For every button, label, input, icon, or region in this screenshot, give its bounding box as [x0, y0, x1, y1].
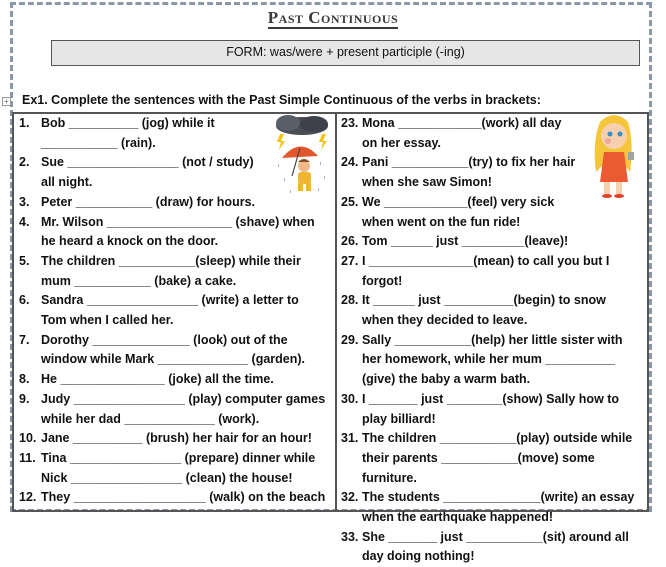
item-number: 24.	[341, 155, 359, 170]
item-text: their parents ___________(move) some	[362, 450, 595, 465]
item-text: Sandra ________________ (write) a letter to	[41, 293, 299, 308]
item-text: all night.	[41, 175, 93, 190]
item-text: I _______________(mean) to call you but I	[362, 253, 610, 268]
exercise-item-continued	[341, 311, 641, 331]
item-text: on her essay.	[362, 135, 441, 150]
item-number	[341, 547, 362, 567]
item-number: 33.	[341, 529, 359, 544]
item-text: I _______ just ________(show) Sally how to	[362, 391, 620, 406]
exercise-item-continued	[341, 469, 641, 489]
exercise-item	[19, 370, 329, 390]
item-text: The students ______________(write) an essay	[362, 490, 635, 505]
item-text: Nick ________________ (clean) the house!	[41, 470, 293, 485]
item-number	[341, 508, 362, 528]
item-number	[19, 410, 41, 430]
item-text: It ______ just __________(begin) to snow	[362, 293, 606, 308]
item-number: 29.	[341, 332, 359, 347]
item-number	[341, 272, 362, 292]
item-number	[341, 213, 362, 233]
item-number	[341, 173, 362, 193]
item-number: 1.	[19, 116, 30, 130]
item-text: when they decided to leave.	[362, 313, 528, 328]
item-text: The children ___________(play) outside while	[362, 431, 633, 446]
boy-in-rain-image	[270, 114, 334, 198]
item-number	[19, 272, 41, 292]
exercise-item-continued	[19, 232, 329, 252]
item-text: He _______________ (joke) all the time.	[41, 372, 274, 387]
exercise-item	[341, 390, 641, 410]
exercise-item	[19, 291, 329, 311]
exercise-item	[341, 331, 641, 351]
exercise-item	[341, 232, 641, 252]
item-text: her homework, while her mum __________	[362, 352, 615, 367]
title-text: Past Continuous	[267, 8, 399, 27]
item-number	[19, 469, 41, 489]
exercise-item-continued	[341, 410, 641, 430]
item-number	[341, 449, 362, 469]
item-number: 9.	[19, 391, 30, 406]
item-text: when she saw Simon!	[362, 175, 492, 190]
item-text: Mona ____________(work) all day	[362, 116, 562, 130]
item-text: forgot!	[362, 273, 403, 288]
girl-brushing-hair-image	[586, 112, 642, 200]
exercise-item	[19, 252, 329, 272]
item-text: Pani ___________(try) to fix her hair	[362, 155, 576, 170]
item-number: 8.	[19, 372, 30, 387]
exercise-item-continued	[341, 547, 641, 567]
item-text: The children ___________(sleep) while their	[41, 253, 301, 268]
item-number	[341, 469, 362, 489]
item-number	[19, 173, 41, 193]
exercise-item	[341, 252, 641, 272]
item-number: 4.	[19, 214, 30, 229]
exercise-item	[19, 429, 329, 449]
item-number	[341, 350, 362, 370]
exercise-item-continued	[341, 370, 641, 390]
item-text: Sally ___________(help) her little sister with	[362, 332, 623, 347]
item-text: when the earthquake happened!	[362, 510, 554, 525]
item-number	[19, 350, 41, 370]
exercise-item	[19, 488, 329, 508]
item-text: when went on the fun ride!	[362, 214, 521, 229]
item-number: 27.	[341, 253, 359, 268]
item-number	[19, 311, 41, 331]
item-text: Jane __________ (brush) her hair for an hour!	[41, 431, 312, 446]
exercise-item	[19, 449, 329, 469]
item-number	[341, 370, 362, 390]
item-text: Tina ________________ (prepare) dinner while	[41, 450, 316, 465]
exercise-item-continued	[341, 508, 641, 528]
item-text: She _______ just ___________(sit) around all	[362, 529, 629, 544]
item-text: Peter ___________ (draw) for hours.	[41, 194, 255, 209]
item-text: (give) the baby a warm bath.	[362, 372, 531, 387]
item-text: Judy ________________ (play) computer games	[41, 391, 326, 406]
exercise-item-continued	[341, 449, 641, 469]
exercise-instructions: Ex1. Complete the sentences with the Past Simple Continuous of the verbs in brackets:	[22, 93, 541, 107]
item-text: We ____________(feel) very sick	[362, 194, 555, 209]
item-text: Sue ________________ (not / study)	[41, 155, 254, 170]
item-text: Mr. Wilson __________________ (shave) when	[41, 214, 315, 229]
item-text: while her dad _____________ (work).	[41, 411, 260, 426]
item-text: mum ___________ (bake) a cake.	[41, 273, 237, 288]
exercise-item-continued	[19, 311, 329, 331]
item-number: 5.	[19, 253, 30, 268]
item-number	[19, 232, 41, 252]
item-number: 12.	[19, 490, 37, 505]
item-number: 31.	[341, 431, 359, 446]
item-number: 6.	[19, 293, 30, 308]
item-number: 2.	[19, 155, 30, 170]
item-text: Tom when I called her.	[41, 313, 174, 328]
exercise-item-continued	[19, 410, 329, 430]
exercise-item-continued	[19, 469, 329, 489]
item-text: furniture.	[362, 470, 417, 485]
exercise-item	[341, 429, 641, 449]
item-text: day doing nothing!	[362, 549, 475, 564]
item-number: 3.	[19, 194, 30, 209]
exercise-item-continued	[19, 272, 329, 292]
exercise-item-continued	[341, 350, 641, 370]
item-text: Dorothy ______________ (look) out of the	[41, 332, 288, 347]
item-text: window while Mark _____________ (garden).	[41, 352, 306, 367]
item-text: Bob __________ (jog) while it	[41, 116, 215, 130]
exercise-item	[19, 213, 329, 233]
item-text: They ___________________ (walk) on the beach	[41, 490, 326, 505]
column-divider	[335, 112, 337, 512]
exercise-item	[19, 390, 329, 410]
exercise-item-continued	[341, 272, 641, 292]
exercise-item	[341, 291, 641, 311]
form-box: FORM: was/were + present participle (-ing)	[51, 40, 640, 66]
exercise-item-continued	[341, 213, 641, 233]
item-number: 28.	[341, 293, 359, 308]
item-number: 10.	[19, 431, 37, 446]
item-number: 30.	[341, 391, 359, 406]
table-move-handle-icon[interactable]: +	[2, 97, 11, 106]
item-text: Tom ______ just _________(leave)!	[362, 234, 569, 249]
item-number: 26.	[341, 234, 359, 249]
item-text: ___________ (rain).	[41, 135, 156, 150]
item-number: 7.	[19, 332, 30, 347]
item-number: 25.	[341, 194, 359, 209]
exercise-item-continued	[19, 350, 329, 370]
exercise-item	[341, 488, 641, 508]
item-number	[341, 134, 362, 154]
exercise-item	[19, 331, 329, 351]
item-number	[341, 410, 362, 430]
page-title	[0, 8, 666, 28]
exercise-item	[341, 528, 641, 548]
item-number	[19, 134, 41, 154]
item-text: play billiard!	[362, 411, 436, 426]
item-number: 32.	[341, 490, 359, 505]
item-text: he heard a knock on the door.	[41, 234, 219, 249]
item-number	[341, 311, 362, 331]
item-number: 23.	[341, 116, 359, 130]
item-number: 11.	[19, 450, 36, 465]
